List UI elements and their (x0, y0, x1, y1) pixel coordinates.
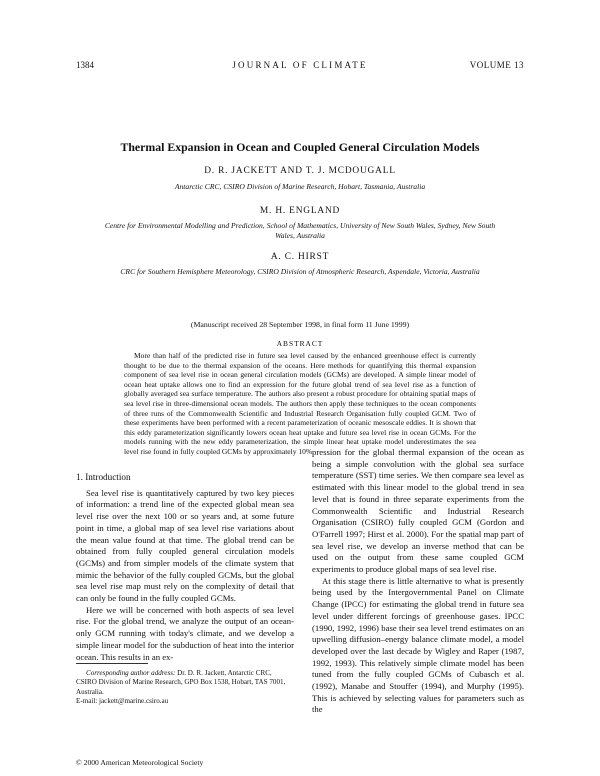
section-heading: 1. Introduction (76, 472, 131, 482)
author-names: A. C. HIRST (270, 252, 330, 262)
author-affiliation: Antarctic CRC, CSIRO Division of Marine Research, Hobart, Tasmania, Australia (174, 182, 426, 191)
author-affiliation: Centre for Environmental Modelling and Prediction, School of Mathematics, University of New South Wales, Sydney, New South Wales, Australia (104, 221, 496, 240)
copyright-notice: © 2000 American Meteorological Society (76, 758, 204, 767)
footnote-rule (76, 663, 148, 664)
abstract-text: More than half of the predicted rise in future sea level caused by the enhanced greenhouse effect is currently thought to be due to the thermal expansion of the oceans. Here methods for quantifying this thermal expansion component of sea level rise in ocean general circulation models (GCMs) are developed. A simple linear model of ocean heat uptake allows one to find an expression for the future global trend of sea level rise as a function of globally averaged sea surface temperature. The authors also present a robust procedure for obtaining spatial maps of sea level rise in three-dimensional ocean models. The authors then apply these techniques to the ocean components of three runs of the Commonwealth Scientific and Industrial Research Organisation fully coupled GCM. Two of these experiments have been performed with a recent parameterization of oceanic mesoscale eddies. It is shown that this eddy parameterization significantly lowers ocean heat uptake and future sea level rise in ocean GCMs. For the models running with the new eddy parameterization, the simple linear heat uptake model underestimates the sea level rise found in fully coupled GCMs by approximately 10%. (124, 351, 476, 456)
footnote-email: E-mail: jackett@marine.csiro.au (76, 696, 169, 705)
abstract-heading: ABSTRACT (276, 339, 324, 348)
footnote-address: Dr. D. R. Jackett, Antarctic CRC, CSIRO Division of Marine Research, GPO Box 1538, Hobart, TAS 7001, Australia. (76, 669, 286, 696)
journal-name: JOURNAL OF CLIMATE (232, 60, 368, 70)
body-paragraph: Here we will be concerned with both aspects of sea level rise. For the global trend, we analyze the output of an ocean-only GCM running with today's climate, and we develop a simple linear model for the subduction of heat into the interior ocean. This results in an ex- (76, 604, 294, 662)
body-column-right (312, 447, 524, 716)
paper-title: Thermal Expansion in Ocean and Coupled General Circulation Models (120, 140, 480, 154)
body-paragraph: pression for the global thermal expansion of the ocean as being a simple convolution with the global sea surface temperature (SST) time series. We then compare sea level as estimated with this linear model to the global trend in sea level that is found in three separate experiments from the Commonwealth Scientific and Industrial Research Organisation (CSIRO) fully coupled GCM (Gordon and O'Farrell 1997; Hirst et al. 2000). For the spatial map part of sea level rise, we develop an inverse method that can be used on the output from these same coupled GCM experiments to produce global maps of sea level rise. (312, 447, 524, 575)
volume-label: VOLUME 13 (469, 60, 524, 70)
body-paragraph: Sea level rise is quantitatively captured by two key pieces of information: a trend line of the expected global mean sea level rise over the next 100 or so years and, at some future point in time, a global map of sea level rise variations about the mean value found at that time. The global trend can be obtained from fully coupled general circulation models (GCMs) and from simpler models of the climate system that mimic the behavior of the fully coupled GCMs, but the global sea level rise map must rely on the complexity of detail that can only be found in the fully coupled GCMs. (76, 487, 294, 604)
author-names: D. R. JACKETT AND T. J. MCDOUGALL (204, 166, 396, 176)
page-number: 1384 (76, 60, 94, 70)
body-column-left (76, 472, 294, 663)
author-names: M. H. ENGLAND (259, 206, 341, 216)
manuscript-dates: (Manuscript received 28 September 1998, in final form 11 June 1999) (190, 320, 410, 329)
body-paragraph: At this stage there is little alternative to what is presently being used by the Intergovernmental Panel on Climate Change (IPCC) for estimating the global trend in future sea level under different forcings of greenhouse gases. IPCC (1990, 1992, 1996) base their sea level trend estimates on an upwelling diffusion–energy balance climate model, a model developed over the last decade by Wigley and Raper (1987, 1992, 1993). This relatively simple climate model has been tuned from the fully coupled GCMs of Cubasch et al. (1992), Manabe and Stouffer (1994), and Murphy (1995). This is achieved by selecting values for parameters such as the (312, 575, 524, 715)
author-affiliation: CRC for Southern Hemisphere Meteorology, CSIRO Division of Atmospheric Research, Aspendale, Victoria, Australia (120, 267, 480, 276)
footnote-label: Corresponding author address: (86, 669, 176, 677)
footnote (76, 669, 294, 706)
